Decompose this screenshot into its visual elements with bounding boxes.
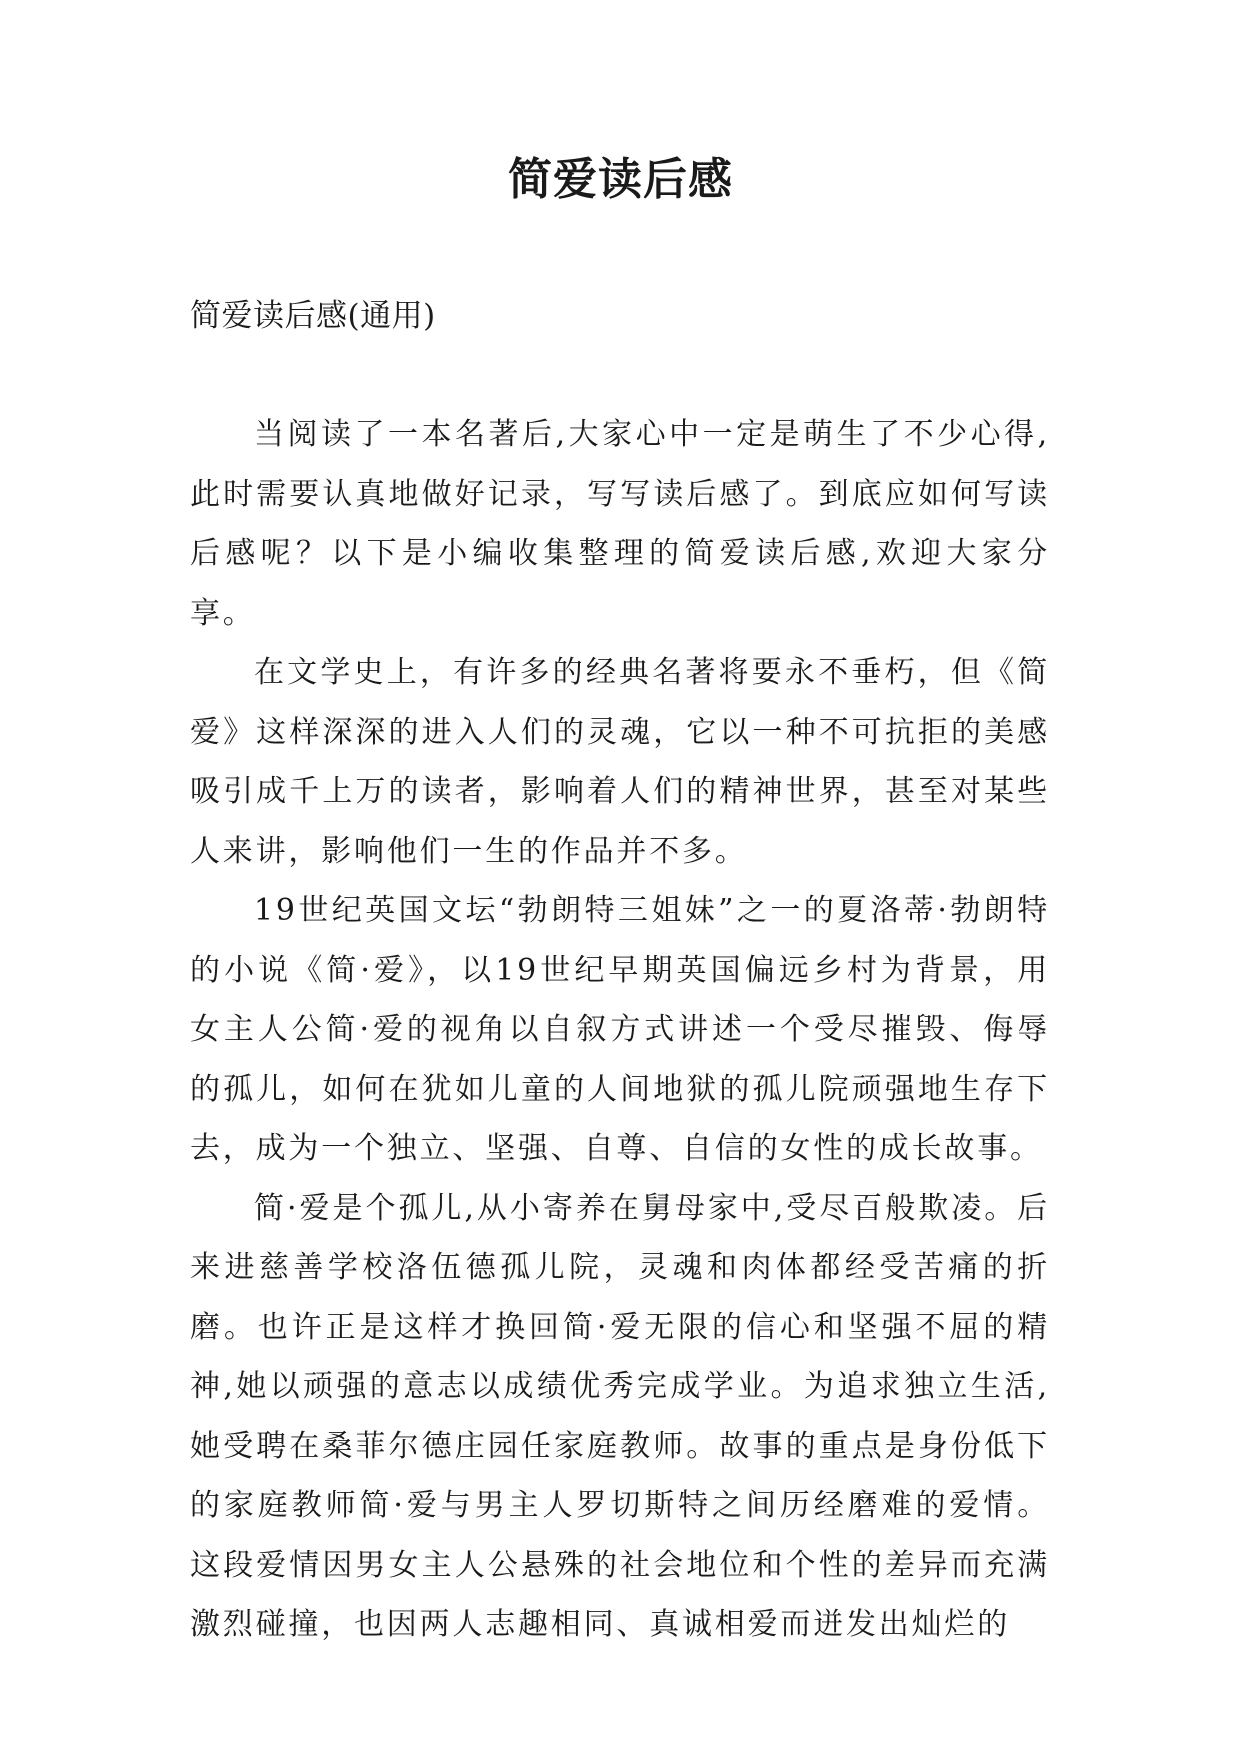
body-paragraph: 在文学史上，有许多的经典名著将要永不垂朽，但《简爱》这样深深的进入人们的灵魂，它以一种不可抗拒的美感吸引成千上万的读者，影响着人们的精神世界，甚至对某些人来讲，影响他们一生的作品并不多。: [190, 655, 1050, 869]
document-title: 简爱读后感: [508, 154, 733, 205]
body-paragraph: 19世纪英国文坛“勃朗特三姐妹”之一的夏洛蒂·勃朗特的小说《简·爱》，以19世纪早期英国偏远乡村为背景，用女主人公简·爱的视角以自叙方式讲述一个受尽摧毁、侮辱的孤儿，如何在犹如儿童的人间地狱的孤儿院顽强地生存下去，成为一个独立、坚强、自尊、自信的女性的成长故事。: [190, 893, 1050, 1166]
body-paragraph: 当阅读了一本名著后,大家心中一定是萌生了不少心得,此时需要认真地做好记录，写写读后感了。到底应如何写读后感呢？以下是小编收集整理的简爱读后感,欢迎大家分享。: [190, 417, 1050, 631]
document-subtitle: 简爱读后感(通用): [190, 298, 436, 334]
body-paragraph: 简·爱是个孤儿,从小寄养在舅母家中,受尽百般欺凌。后来进慈善学校洛伍德孤儿院，灵魂和肉体都经受苦痛的折磨。也许正是这样才换回简·爱无限的信心和坚强不屈的精神,她以顽强的意志以成绩优秀完成学业。为追求独立生活,她受聘在桑菲尔德庄园任家庭教师。故事的重点是身份低下的家庭教师简·爱与男主人罗切斯特之间历经磨难的爱情。这段爱情因男女主人公悬殊的社会地位和个性的差异而充满激烈碰撞，也因两人志趣相同、真诚相爱而迸发出灿烂的: [190, 1190, 1050, 1642]
document-body: [190, 405, 1050, 1655]
